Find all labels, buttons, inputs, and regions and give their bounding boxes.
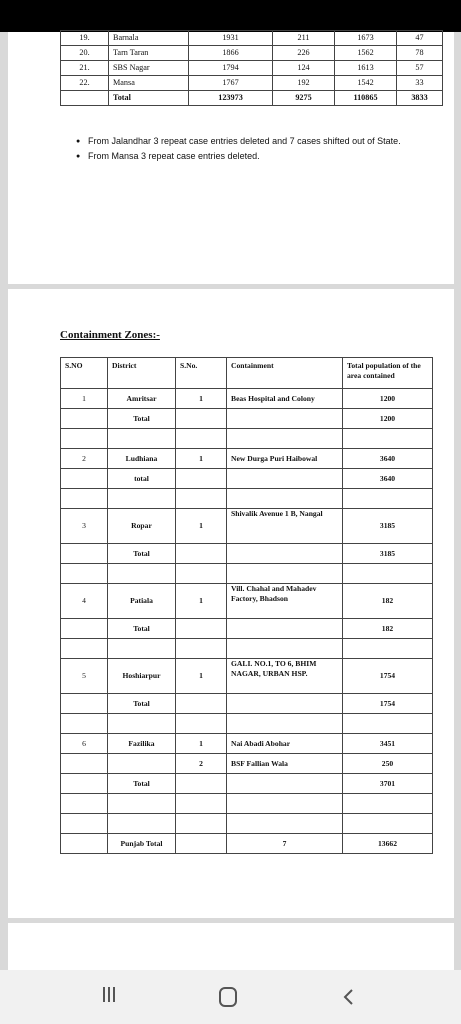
- table-cell: Shivalik Avenue 1 B, Nangal: [227, 509, 343, 544]
- recent-apps-button[interactable]: [89, 984, 129, 1010]
- table-cell: Beas Hospital and Colony: [227, 389, 343, 409]
- table-cell: 3185: [343, 544, 433, 564]
- table-cell: [176, 814, 227, 834]
- table-cell: 57: [397, 61, 443, 76]
- table-cell: Total: [108, 619, 176, 639]
- table-row: [61, 76, 443, 91]
- table-cell: 123973: [189, 91, 273, 106]
- table-cell: [176, 409, 227, 429]
- table-cell: [61, 754, 108, 774]
- table-cell: [61, 714, 108, 734]
- table-cell: 13662: [343, 834, 433, 854]
- table-cell: 1931: [189, 31, 273, 46]
- table-cell: 3833: [397, 91, 443, 106]
- table-cell: 124: [273, 61, 335, 76]
- recent-apps-icon: [102, 987, 117, 1007]
- table-cell: Vill. Chahal and Mahadev Factory, Bhadson: [227, 584, 343, 619]
- table-row: [61, 774, 433, 794]
- table-cell: [227, 774, 343, 794]
- table-cell: 226: [273, 46, 335, 61]
- table-cell: [176, 489, 227, 509]
- table-cell: [343, 814, 433, 834]
- table-cell: [61, 564, 108, 584]
- table-row: [61, 694, 433, 714]
- table-cell: 250: [343, 754, 433, 774]
- table-cell: [343, 714, 433, 734]
- table-cell: 1: [61, 389, 108, 409]
- table-cell: 1: [176, 449, 227, 469]
- document-page-2: [8, 289, 454, 918]
- section-title: Containment Zones:-: [60, 329, 160, 341]
- table-row: [61, 509, 433, 544]
- table-cell: [227, 429, 343, 449]
- table-cell: [108, 429, 176, 449]
- table-cell: Hoshiarpur: [108, 659, 176, 694]
- table-cell: 2: [176, 754, 227, 774]
- table-cell: 3640: [343, 469, 433, 489]
- table-row: [61, 544, 433, 564]
- table-cell: [227, 714, 343, 734]
- table-row: [61, 814, 433, 834]
- table-cell: 1794: [189, 61, 273, 76]
- table-cell: [61, 489, 108, 509]
- table-cell: 2: [61, 449, 108, 469]
- table-cell: 22.: [61, 76, 109, 91]
- table-cell: 1: [176, 509, 227, 544]
- table-cell: [61, 469, 108, 489]
- table-cell: 1754: [343, 659, 433, 694]
- table-cell: 19.: [61, 31, 109, 46]
- table-cell: 7: [227, 834, 343, 854]
- table-cell: SBS Nagar: [109, 61, 189, 76]
- district-cases-table: [60, 30, 443, 106]
- table-cell: [61, 409, 108, 429]
- table-cell: Barnala: [109, 31, 189, 46]
- table-cell: [108, 564, 176, 584]
- table-cell: [176, 714, 227, 734]
- table-row: [61, 469, 433, 489]
- table-cell: Patiala: [108, 584, 176, 619]
- home-icon: [219, 987, 237, 1007]
- document-page-3: [8, 923, 454, 970]
- table-row: [61, 564, 433, 584]
- table-cell: 3185: [343, 509, 433, 544]
- table-cell: 1613: [335, 61, 397, 76]
- table-cell: [61, 429, 108, 449]
- table-cell: [227, 639, 343, 659]
- table-cell: [343, 429, 433, 449]
- table-cell: [176, 694, 227, 714]
- table-cell: Total: [108, 694, 176, 714]
- table-row: [61, 659, 433, 694]
- table-cell: Total population of the area contained: [343, 358, 433, 389]
- table-cell: Nai Abadi Abohar: [227, 734, 343, 754]
- table-cell: Total: [108, 774, 176, 794]
- table-row: [61, 46, 443, 61]
- table-cell: [61, 544, 108, 564]
- table-cell: 192: [273, 76, 335, 91]
- table-cell: [176, 429, 227, 449]
- table-cell: 6: [61, 734, 108, 754]
- table-cell: [108, 754, 176, 774]
- table-cell: Amritsar: [108, 389, 176, 409]
- table-cell: District: [108, 358, 176, 389]
- table-cell: [108, 714, 176, 734]
- table-cell: [176, 794, 227, 814]
- table-cell: 1200: [343, 389, 433, 409]
- table-cell: S.NO: [61, 358, 108, 389]
- table-cell: 47: [397, 31, 443, 46]
- table-cell: [61, 619, 108, 639]
- table-cell: [61, 91, 109, 106]
- table-cell: [227, 794, 343, 814]
- table-cell: 5: [61, 659, 108, 694]
- table-row: [61, 754, 433, 774]
- table-header-row: [61, 358, 433, 389]
- table-cell: Total: [108, 409, 176, 429]
- table-row: [61, 449, 433, 469]
- table-cell: New Durga Puri Haibowal: [227, 449, 343, 469]
- table-cell: GALI. NO.1, TO 6, BHIM NAGAR, URBAN HSP.: [227, 659, 343, 694]
- home-button[interactable]: [208, 984, 248, 1010]
- table-cell: Punjab Total: [108, 834, 176, 854]
- table-cell: [61, 794, 108, 814]
- table-cell: [227, 619, 343, 639]
- table-row: [61, 639, 433, 659]
- table-cell: [227, 694, 343, 714]
- table-cell: 1200: [343, 409, 433, 429]
- table-row: [61, 619, 433, 639]
- back-button[interactable]: [328, 984, 368, 1010]
- table-row: [61, 584, 433, 619]
- table-cell: BSF Fallian Wala: [227, 754, 343, 774]
- table-cell: 20.: [61, 46, 109, 61]
- table-cell: 1866: [189, 46, 273, 61]
- table-total-row: [61, 91, 443, 106]
- table-cell: Ludhiana: [108, 449, 176, 469]
- document-page-1: [8, 32, 454, 284]
- table-cell: [176, 774, 227, 794]
- table-cell: [176, 619, 227, 639]
- table-cell: [343, 794, 433, 814]
- table-cell: [176, 564, 227, 584]
- table-cell: [176, 834, 227, 854]
- table-cell: [176, 469, 227, 489]
- table-row: [61, 389, 433, 409]
- table-cell: 110865: [335, 91, 397, 106]
- navigation-bar: [0, 970, 461, 1024]
- table-cell: [227, 469, 343, 489]
- table-cell: Tarn Taran: [109, 46, 189, 61]
- table-cell: 1: [176, 584, 227, 619]
- table-cell: [108, 794, 176, 814]
- table-cell: 182: [343, 584, 433, 619]
- table-cell: [227, 814, 343, 834]
- table-cell: Total: [108, 544, 176, 564]
- table-row: [61, 409, 433, 429]
- table-row: [61, 714, 433, 734]
- table-cell: [61, 834, 108, 854]
- table-cell: [227, 489, 343, 509]
- table-cell: [227, 564, 343, 584]
- table-cell: [227, 409, 343, 429]
- table-cell: 1767: [189, 76, 273, 91]
- table-cell: 182: [343, 619, 433, 639]
- table-cell: 1673: [335, 31, 397, 46]
- table-cell: [108, 489, 176, 509]
- notes-list: [76, 134, 401, 164]
- table-cell: [61, 814, 108, 834]
- table-row: [61, 734, 433, 754]
- table-cell: Fazilika: [108, 734, 176, 754]
- table-cell: 1: [176, 389, 227, 409]
- table-row: [61, 31, 443, 46]
- containment-zones-table: [60, 357, 433, 854]
- back-chevron-icon: [342, 988, 354, 1006]
- table-cell: 3451: [343, 734, 433, 754]
- table-cell: [61, 694, 108, 714]
- table-cell: 78: [397, 46, 443, 61]
- table-cell: Ropar: [108, 509, 176, 544]
- table-cell: [227, 544, 343, 564]
- table-cell: 3640: [343, 449, 433, 469]
- table-cell: 1542: [335, 76, 397, 91]
- table-cell: 3: [61, 509, 108, 544]
- table-cell: total: [108, 469, 176, 489]
- table-cell: Containment: [227, 358, 343, 389]
- table-cell: [176, 639, 227, 659]
- table-cell: 21.: [61, 61, 109, 76]
- note-item: ● From Jalandhar 3 repeat case entries deleted and 7 cases shifted out of State.: [76, 134, 401, 149]
- table-cell: 1562: [335, 46, 397, 61]
- table-cell: [108, 639, 176, 659]
- table-row: [61, 61, 443, 76]
- status-bar: [0, 0, 461, 32]
- table-cell: [61, 774, 108, 794]
- table-cell: [343, 489, 433, 509]
- table-cell: 9275: [273, 91, 335, 106]
- table-cell: [176, 544, 227, 564]
- table-cell: Total: [109, 91, 189, 106]
- table-cell: 33: [397, 76, 443, 91]
- table-cell: 4: [61, 584, 108, 619]
- table-cell: 1754: [343, 694, 433, 714]
- table-cell: [61, 639, 108, 659]
- table-cell: S.No.: [176, 358, 227, 389]
- table-cell: Mansa: [109, 76, 189, 91]
- table-cell: 1: [176, 659, 227, 694]
- table-cell: [343, 564, 433, 584]
- table-row: [61, 794, 433, 814]
- table-cell: [108, 814, 176, 834]
- note-item: ● From Mansa 3 repeat case entries deleted.: [76, 149, 401, 164]
- table-row: [61, 429, 433, 449]
- table-cell: 3701: [343, 774, 433, 794]
- table-row: [61, 489, 433, 509]
- table-cell: 1: [176, 734, 227, 754]
- table-row: [61, 834, 433, 854]
- table-cell: [343, 639, 433, 659]
- table-cell: 211: [273, 31, 335, 46]
